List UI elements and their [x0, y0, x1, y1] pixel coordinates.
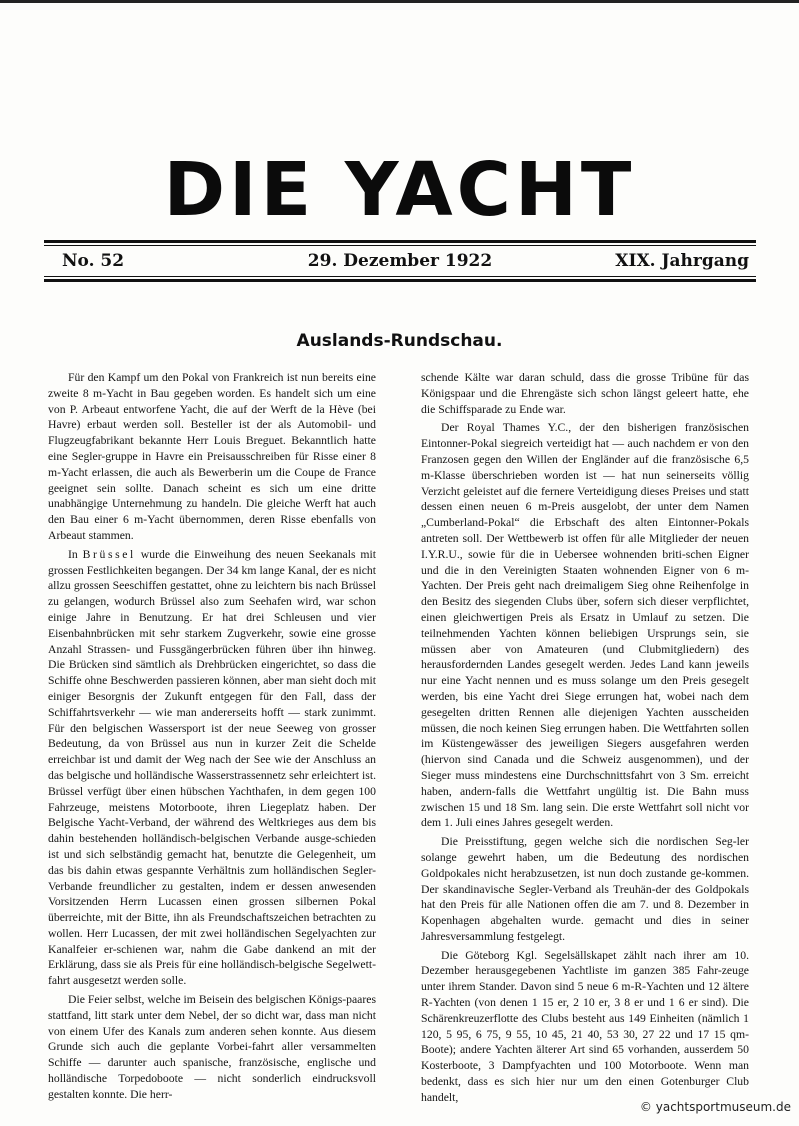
paragraph: Der Royal Thames Y.C., der den bisherigen französischen Eintonner-Pokal siegreich verteidigt hat — auch nachdem er von den Franzosen gegen den Willen der Engländer auf die französische 6,5 m-Klasse überschrieben worden ist — hat nun seinerseits völlig Verzicht geleistet auf die fernere Verteidigung dieses Preises und statt dessen einen neuen 6 m-Preis ausgelobt, der unter dem Namen „Cumberland-Pokal“ die Erbschaft des alten Eintonner-Pokals antreten soll. Der Wettbewerb ist offen für alle Mitglieder der neuen I.Y.R.U., sowie für die in Uebersee wohnenden briti-schen Eigner und die in den Vereinigten Staaten wohnenden Eigner von 6 m-Yachten. Der Preis geht nach dreimaligem Sieg ohne Reihenfolge in den Besitz des siegenden Clubs über, sofern sich dieser verpflichtet, einen gleichwertigen Preis als Ersatz in Umlauf zu setzen. Die teilnehmenden Yachten können beliebigen Ursprungs sein, sie müssen aber von Amateuren (und Clubmitgliedern) des herausfordernden Landes gesegelt werden. Jedes Land kann jeweils nur eine Yacht nennen und es muss solange um den Preis gesegelt werden, bis eine Yacht drei Siege errungen hat, wobei nach dem gesegelten dritten Rennen alle diejenigen Yachten ausscheiden müssen, die noch keinen Sieg errungen haben. Die Wettfahrten sollen im Küstengewässer des jeweiligen Siegers ausgefahren werden (hiervon sind Canada und die Schweiz ausgenommen), und der Sieger muss mindestens eine Durchschnittsfahrt von 3 Sm. erreicht haben, andern-falls die Wettfahrt ungültig ist. Die Bahn muss zwischen 15 und 18 Sm. lang sein. Die erste Wettfahrt soll nicht vor dem 1. Juli eines Jahres gesegelt werden. [421, 421, 749, 830]
paragraph: Für den Kampf um den Pokal von Frankreich ist nun bereits eine zweite 8 m-Yacht in Bau gegeben worden. Es handelt sich um eine von P. Arbeaut entworfene Yacht, die auf der Werft de la Hève (bei Havre) erbaut werden soll. Besteller ist der als Automobil- und Flugzeugfabrikant bekannte Herr Louis Breguet. Bekanntlich hatte eine Segler-gruppe in Havre ein Preisausschreiben für Risse einer 8 m-Yacht erlassen, die auch als Bewerberin um die Coupe de France geeignet sein sollte. Danach scheint es sich um eine dritte unabhängige Unternehmung zu handeln. Die gleiche Werft hat auch den Bau einer 6 m-Yacht übernommen, deren Risse ebenfalls von Arbeaut stammen. [48, 371, 376, 542]
masthead-rule-bottom-thick [44, 279, 756, 282]
paragraph: Die Göteborg Kgl. Segelsällskapet zählt nach ihrer am 10. Dezember herausgegebenen Yachtliste im ganzen 385 Fahr-zeuge unter ihrem Stander. Davon sind 5 neue 6 m-R-Yachten und 12 ältere R-Yachten (von denen 1 15 er, 2 10 er, 3 8 er und 1 6 er sind). Die Schärenkreuzerflotte des Clubs besteht aus 149 Einheiten (nämlich 1 120, 5 95, 6 75, 9 55, 10 45, 21 40, 53 30, 27 22 und 17 15 qm-Boote); andere Yachten älterer Art sind 65 vorhanden, ausserdem 50 Kosterboote, 3 Dampfyachten und 100 Motorboote. Wenn man bedenkt, dass es sich hier nur um den einen Gotenburger Club handelt, [421, 948, 749, 1104]
paragraph-body: wurde die Einweihung des neuen Seekanals mit grossen Festlichkeiten begangen. Der 34 km lange Kanal, der es nicht allzu grossen Seeschiffen gestattet, ohne zu leichtern bis nach Brüssel zu gelangen, wodurch Brüssel also zum Seehafen wird, war schon einige Jahre in Benutzung. Er hat drei Schleusen und vier Eisenbahnbrücken mit sehr starkem Zugverkehr, sowie eine grosse Anzahl Strassen- und Fussgängerbrücken führen über ihn hinweg. Die Brücken sind sämtlich als Drehbrücken eingerichtet, so dass die Schiffe ohne Beschwerden passieren können, aber man sieht doch mit einiger Besorgnis der Zukunft entgegen für den Fall, dass der Schiffahrtsverkehr — wie man andererseits hofft — stark zunimmt. Für den belgischen Wassersport ist der neue Seeweg von grosser Bedeutung, da von Brüssel aus nun in kurzer Zeit die Schelde erreichbar ist und damit der Weg nach der See wie der Anschluss an das belgische und holländische Wasserstrassennetz sehr erleichtert ist. Brüssel verfügt über einen hübschen Yachthafen, in dem gegen 100 Fahrzeuge, meistens Motorboote, ihren Liegeplatz haben. Der Belgische Yacht-Verband, der während des Weltkrieges aus dem bis dahin bestehenden holländisch-belgischen Verbande ausge-schieden ist und sich selbständig gemacht hat, benutzte die Gelegenheit, um das bis dahin etwas gespannte Verhältnis zum holländischen Segler-Verbande freundlicher zu gestalten, indem er dessen anwesenden Vorsitzenden Herrn Lucassen einen grossen silbernen Pokal überreichte, mit der Bitte, ihn als Freundschaftszeichen betrachten zu wollen. Herr Lucassen, der mit zwei holländischen Segelyachten zur Kanalfeier er-schienen war, nahm die Gabe dankend an mit der Erklärung, dass sie als Preis für eine holländisch-belgische Segelwett-fahrt ausgesetzt werden solle. [48, 547, 376, 988]
volume-year: XIX. Jahrgang [615, 251, 749, 271]
masthead-rule-top-thick [44, 240, 756, 243]
masthead-rule-top-thin [44, 245, 756, 246]
paragraph [48, 547, 376, 989]
article-title: Auslands-Rundschau. [296, 331, 503, 351]
city-name-brussels: Brüssel [82, 547, 136, 561]
article-column-left [48, 370, 376, 1106]
masthead-rule-bottom-thin [44, 276, 756, 277]
article-column-right [421, 370, 749, 1109]
top-border [0, 0, 799, 3]
watermark: © yachtsportmuseum.de [639, 1100, 791, 1114]
paragraph-continued: schende Kälte war daran schuld, dass die grosse Tribüne für das Königspaar und die Ehrengäste sich schon längst geleert hatte, ehe die Schiffsparade zu Ende war. [421, 371, 749, 416]
issue-number: No. 52 [62, 251, 125, 271]
paragraph-prefix: In [68, 547, 83, 561]
paragraph: Die Feier selbst, welche im Beisein des belgischen Königs-paares stattfand, litt stark unter dem Nebel, der so dicht war, dass man nicht von einem Ufer des Kanals zum anderen sehen konnte. Aus diesem Grunde sich auch die geplante Vorbei-fahrt aller versammelten Schiffe — darunter auch spanische, französische, englische und holländische Torpedoboote — nicht sonderlich eindrucksvoll gestalten konnte. Die herr- [48, 993, 376, 1101]
paragraph: Die Preisstiftung, gegen welche sich die nordischen Seg-ler solange gewehrt haben, um die Bedeutung des nordischen Goldpokales nicht herabzusetzen, ist nun doch zustande ge-kommen. Der skandinavische Segler-Verband als Treuhän-der des Goldpokals hat den Preis für alle Nationen offen die am 7. und 8. Dezember in Kopenhagen abgehalten wurde. gemacht und dies in seiner Jahresversammlung festgelegt. [421, 835, 749, 943]
masthead-title: DIE YACHT [163, 147, 636, 233]
issue-date: 29. Dezember 1922 [307, 251, 493, 271]
